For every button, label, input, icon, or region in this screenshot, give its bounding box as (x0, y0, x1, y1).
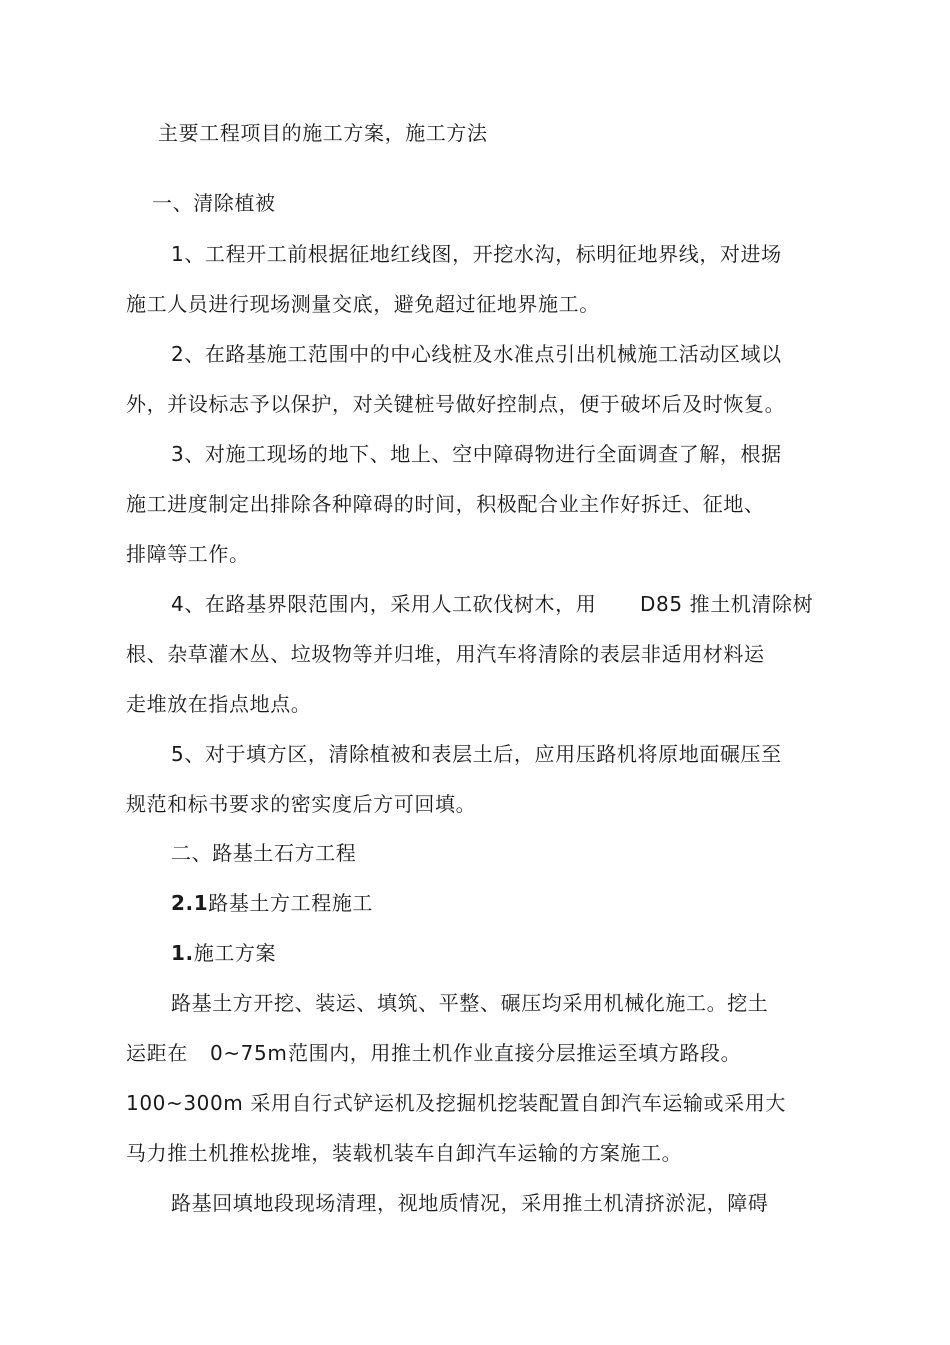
paragraph-line: 走堆放在指点地点。 (126, 692, 312, 716)
paragraph-line: 根、杂草灌木丛、垃圾物等并归堆，用汽车将清除的表层非适用材料运 (126, 642, 765, 666)
section-heading-1: 一、清除植被 (152, 191, 276, 215)
paragraph-line: 外，并设标志予以保护，对关键桩号做好控制点，便于破坏后及时恢复。 (126, 392, 786, 416)
paragraph-line: 规范和标书要求的密实度后方可回填。 (126, 792, 477, 816)
subsection-heading-1 (171, 940, 276, 966)
paragraph-line-fragment: 范围内，用推土机作业直接分层推运至填方路段。 (288, 1041, 742, 1065)
paragraph-line: 4、在路基界限范围内，采用人工砍伐树木，用 (171, 592, 597, 616)
paragraph-line: 排障等工作。 (126, 542, 250, 566)
subsection-number: 1. (171, 941, 194, 965)
paragraph-line: 施工进度制定出排除各种障碍的时间，积极配合业主作好拆迁、征地、 (126, 492, 765, 516)
paragraph-line: 5、对于填方区，清除植被和表层土后，应用压路机将原地面碾压至 (171, 742, 782, 766)
paragraph-line: 路基土方开挖、装运、填筑、平整、碾压均采用机械化施工。挖土 (171, 991, 769, 1015)
section-heading-2: 二、路基土石方工程 (171, 841, 357, 865)
paragraph-line: 施工人员进行现场测量交底，避免超过征地界施工。 (126, 292, 600, 316)
paragraph-line-fragment: D85 推土机清除树 (640, 592, 814, 616)
subsection-heading-2-1 (171, 890, 373, 916)
paragraph-line-fragment: 0~75m (210, 1041, 288, 1065)
subsection-number: 2.1 (171, 891, 209, 915)
paragraph-line: 2、在路基施工范围中的中心线桩及水准点引出机械施工活动区域以 (171, 342, 782, 366)
paragraph-line: 路基回填地段现场清理，视地质情况，采用推土机清挤淤泥，障碍 (171, 1191, 769, 1215)
paragraph-line: 3、对施工现场的地下、地上、空中障碍物进行全面调查了解，根据 (171, 442, 782, 466)
paragraph-line: 100~300m 采用自行式铲运机及挖掘机挖装配置自卸汽车运输或采用大 (126, 1091, 786, 1115)
paragraph-line: 马力推土机推松拢堆，装载机装车自卸汽车运输的方案施工。 (126, 1141, 683, 1165)
paragraph-line: 1、工程开工前根据征地红线图，开挖水沟，标明征地界线，对进场 (171, 242, 782, 266)
paragraph-line-fragment: 运距在 (126, 1041, 188, 1065)
document-title: 主要工程项目的施工方案，施工方法 (158, 121, 488, 145)
subsection-text: 路基土方工程施工 (208, 891, 374, 915)
subsection-text: 施工方案 (193, 941, 277, 965)
